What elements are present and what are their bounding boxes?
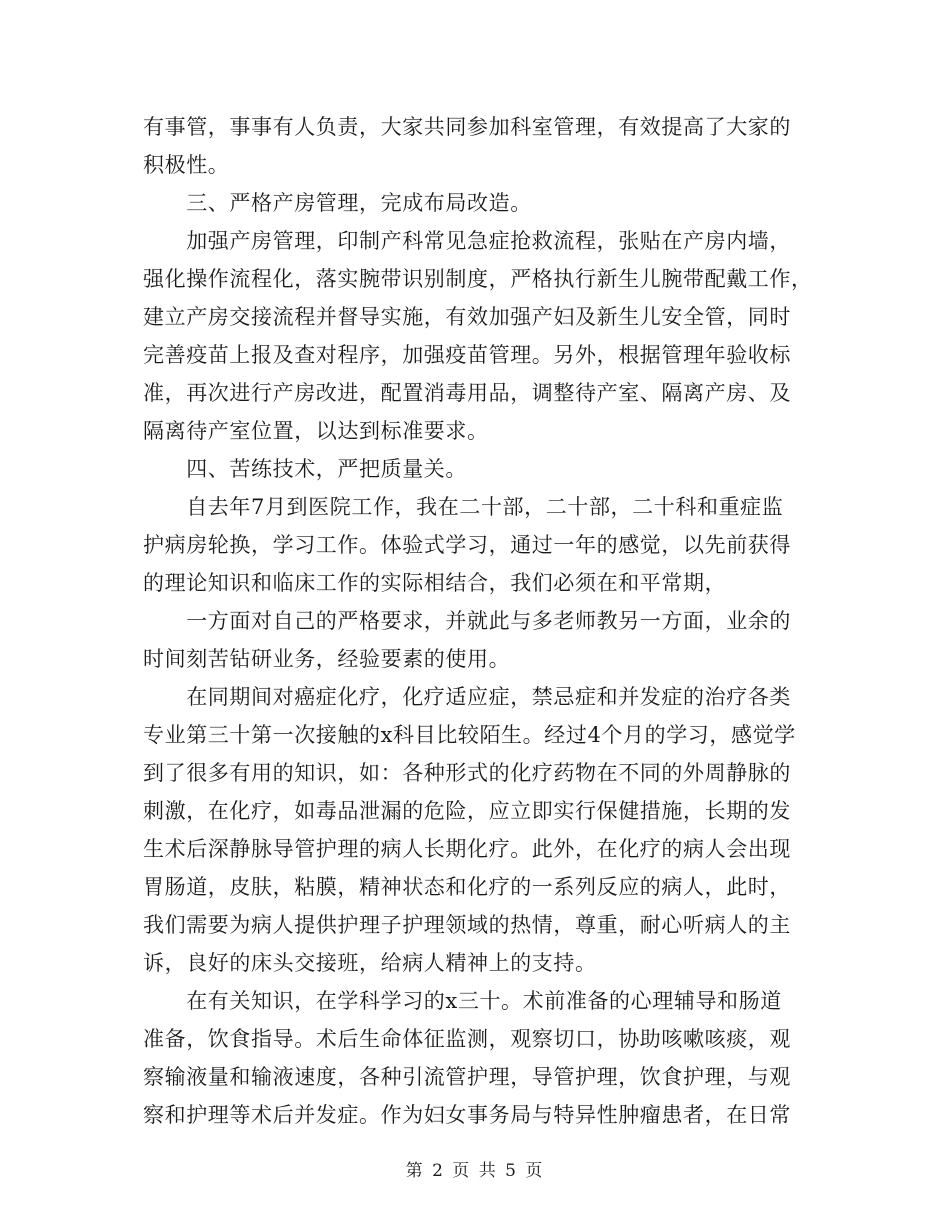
page-number-footer: 第 2 页 共 5 页	[405, 1161, 545, 1181]
text-line: 隔离待产室位置，以达到标准要求。	[143, 419, 489, 443]
text-line: 建立产房交接流程并督导实施，有效加强产妇及新生儿安全管，同时	[143, 305, 791, 329]
text-line: 有事管，事事有人负责，大家共同参加科室管理，有效提高了大家的	[143, 115, 791, 139]
text-line: 强化操作流程化，落实腕带识别制度，严格执行新生儿腕带配戴工作，	[143, 267, 813, 291]
text-line: 在同期间对癌症化疗，化疗适应症，禁忌症和并发症的治疗各类	[143, 685, 791, 709]
text-line: 胃肠道，皮肤，粘膜，精神状态和化疗的一系列反应的病人，此时，	[143, 875, 791, 899]
text-line: 积极性。	[143, 153, 230, 177]
text-line: 的理论知识和临床工作的实际相结合，我们必须在和平常期，	[143, 571, 727, 595]
text-line: 我们需要为病人提供护理子护理领域的热情，尊重，耐心听病人的主	[143, 913, 791, 937]
body-text	[143, 108, 813, 1134]
text-line: 生术后深静脉导管护理的病人长期化疗。此外，在化疗的病人会出现	[143, 837, 791, 861]
text-line: 完善疫苗上报及查对程序，加强疫苗管理。另外，根据管理年验收标	[143, 343, 791, 367]
text-line: 专业第三十第一次接触的x科目比较陌生。经过4个月的学习，感觉学	[143, 723, 796, 747]
text-line: 察输液量和输液速度，各种引流管护理，导管护理，饮食护理，与观	[143, 1065, 791, 1089]
text-line: 时间刻苦钻研业务，经验要素的使用。	[143, 647, 511, 671]
text-line: 刺激，在化疗，如毒品泄漏的危险，应立即实行保健措施，长期的发	[143, 799, 791, 823]
text-line: 察和护理等术后并发症。作为妇女事务局与特异性肿瘤患者，在日常	[143, 1103, 791, 1127]
text-line: 一方面对自己的严格要求，并就此与多老师教另一方面，业余的	[143, 609, 791, 633]
text-line: 护病房轮换，学习工作。体验式学习，通过一年的感觉，以先前获得	[143, 533, 791, 557]
text-line: 诉，良好的床头交接班，给病人精神上的支持。	[143, 951, 597, 975]
text-line: 在有关知识，在学科学习的x三十。术前准备的心理辅导和肠道	[143, 989, 782, 1013]
section-heading: 四、苦练技术，严把质量关。	[143, 457, 467, 481]
text-line: 准，再次进行产房改进，配置消毒用品，调整待产室、隔离产房、及	[143, 381, 791, 405]
text-line: 到了很多有用的知识，如：各种形式的化疗药物在不同的外周静脉的	[143, 761, 791, 785]
text-line: 加强产房管理，印制产科常见急症抢救流程，张贴在产房内墙，	[143, 229, 791, 253]
text-line: 准备，饮食指导。术后生命体征监测，观察切口，协助咳嗽咳痰，观	[143, 1027, 791, 1051]
text-line: 自去年7月到医院工作，我在二十部，二十部，二十科和重症监	[143, 495, 784, 519]
section-heading: 三、严格产房管理，完成布局改造。	[143, 191, 532, 215]
